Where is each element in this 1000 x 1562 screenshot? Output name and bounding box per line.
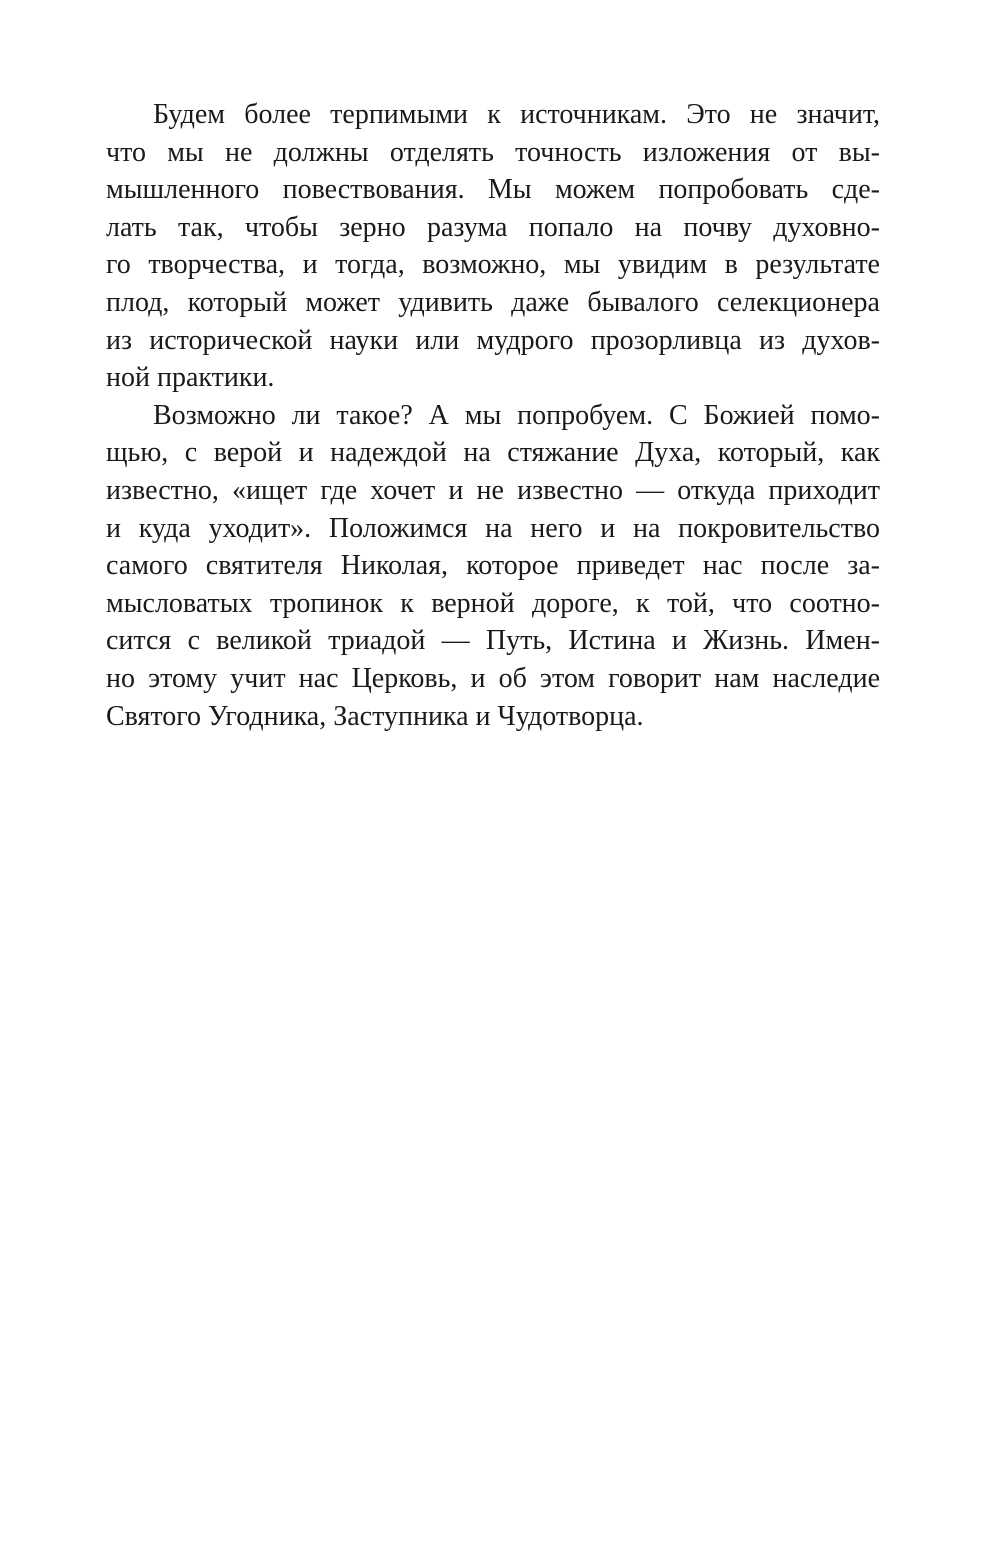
- body-text: [106, 96, 880, 735]
- text-line: плод, который может удивить даже бывалого селекционера: [106, 286, 880, 318]
- text-line: из исторической науки или мудрого прозорливца из духов-: [106, 324, 880, 356]
- text-line: го творчества, и тогда, возможно, мы увидим в результате: [106, 249, 880, 281]
- paragraph-2: [106, 397, 880, 735]
- text-line: мышленного повествования. Мы можем попробовать сде-: [106, 174, 880, 206]
- paragraph-1: [106, 96, 880, 397]
- text-line: мысловатых тропинок к верной дороге, к той, что соотно-: [106, 587, 880, 619]
- text-line: Возможно ли такое? А мы попробуем. С Божией помо-: [153, 399, 880, 431]
- text-line: что мы не должны отделять точность изложения от вы-: [106, 136, 880, 168]
- text-line: известно, «ищет где хочет и не известно — откуда приходит: [106, 474, 880, 506]
- text-line: лать так, чтобы зерно разума попало на почву духовно-: [106, 211, 880, 243]
- text-line: Будем более терпимыми к источникам. Это не значит,: [153, 99, 880, 130]
- text-line: но этому учит нас Церковь, и об этом говорит нам наследие: [106, 662, 880, 694]
- text-line: Святого Угодника, Заступника и Чудотворца.: [106, 700, 644, 732]
- text-line: самого святителя Николая, которое приведет нас после за-: [106, 550, 880, 582]
- text-line: ной практики.: [106, 362, 275, 394]
- text-line: и куда уходит». Положимся на него и на покровительство: [106, 512, 880, 544]
- text-line: сится с великой триадой — Путь, Истина и Жизнь. Имен-: [106, 625, 880, 657]
- text-line: щью, с верой и надеждой на стяжание Духа, который, как: [106, 437, 880, 469]
